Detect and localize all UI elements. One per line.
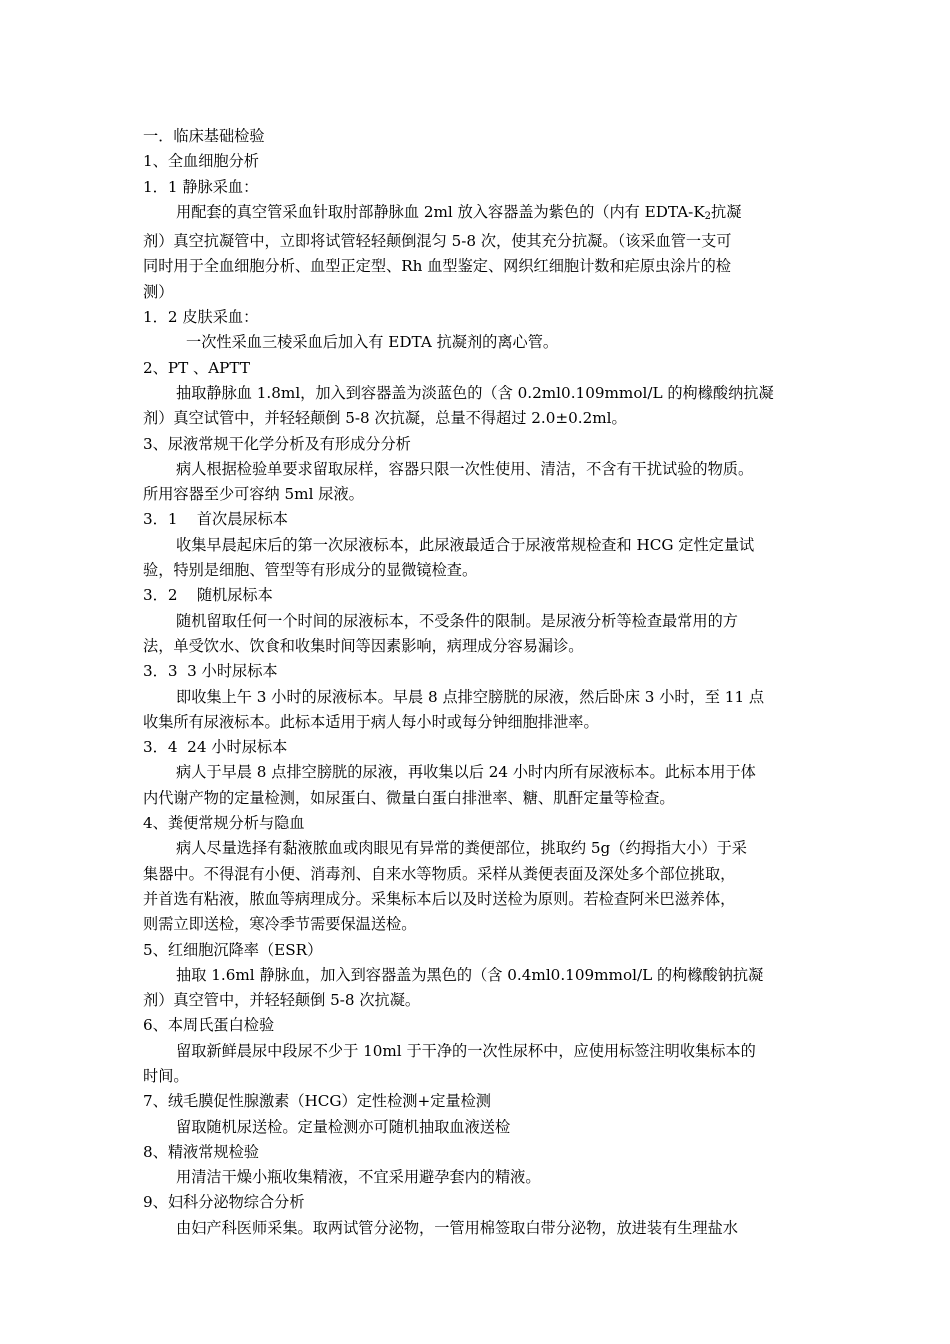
- text-line: 随机留取任何一个时间的尿液标本，不受条件的限制。是尿液分析等检查最常用的方: [176, 611, 738, 630]
- text-line: 3．4 24 小时尿标本: [143, 738, 288, 757]
- text-line: 一次性采血三棱采血后加入有 EDTA 抗凝剂的离心管。: [186, 333, 559, 352]
- text-line: 即收集上午 3 小时的尿液标本。早晨 8 点排空膀胱的尿液，然后卧床 3 小时，至 11 点: [176, 687, 765, 706]
- text-line: 用清洁干燥小瓶收集精液，不宜采用避孕套内的精液。: [176, 1168, 541, 1187]
- text-line: [143, 200, 811, 229]
- text-line: 收集所有尿液标本。此标本适用于病人每小时或每分钟细胞排泄率。: [143, 712, 599, 731]
- text-line: 测）: [143, 282, 174, 301]
- line-text-segment: 用配套的真空管采血针取肘部静脉血 2ml 放入容器盖为紫色的（内有 EDTA-K: [176, 202, 705, 221]
- text-line: 6、本周氏蛋白检验: [143, 1016, 275, 1035]
- text-line: 留取新鲜晨尿中段尿不少于 10ml 于干净的一次性尿杯中，应使用标签注明收集标本的: [176, 1041, 756, 1060]
- text-line: 抽取静脉血 1.8ml，加入到容器盖为淡蓝色的（含 0.2ml0.109mmol/L 的枸橼酸纳抗凝: [176, 383, 774, 402]
- text-line: 2、PT 、APTT: [143, 358, 250, 377]
- text-line: 抽取 1.6ml 静脉血，加入到容器盖为黑色的（含 0.4ml0.109mmol/L 的枸橼酸钠抗凝: [176, 965, 764, 984]
- text-line: 法，单受饮水、饮食和收集时间等因素影响，病理成分容易漏诊。: [143, 636, 584, 655]
- text-line: 验，特别是细胞、管型等有形成分的显微镜检查。: [143, 561, 478, 580]
- text-line: 3、尿液常规干化学分析及有形成分分析: [143, 434, 411, 453]
- text-line: 时间。: [143, 1066, 189, 1085]
- text-line: 剂）真空抗凝管中，立即将试管轻轻颠倒混匀 5-8 次，使其充分抗凝。（该采血管一支可: [143, 232, 732, 251]
- text-line: 5、红细胞沉降率（ESR）: [143, 940, 323, 959]
- text-line: 同时用于全血细胞分析、血型正定型、Rh 血型鉴定、网织红细胞计数和疟原虫涂片的检: [143, 257, 731, 276]
- text-line: 3．1 首次晨尿标本: [143, 510, 288, 529]
- text-line: 4、粪便常规分析与隐血: [143, 814, 305, 833]
- document-body: [143, 124, 811, 1241]
- text-line: 3．2 随机尿标本: [143, 586, 273, 605]
- text-line: 剂）真空试管中，并轻轻颠倒 5-8 次抗凝，总量不得超过 2.0±0.2ml。: [143, 409, 627, 428]
- text-line: 病人尽量选择有黏液脓血或肉眼见有异常的粪便部位，挑取约 5g（约拇指大小）于采: [176, 839, 747, 858]
- text-line: 病人根据检验单要求留取尿样，容器只限一次性使用、清洁，不含有干扰试验的物质。: [176, 459, 754, 478]
- text-line: 1．2 皮肤采血：: [143, 308, 259, 327]
- text-line: 一．临床基础检验: [143, 127, 265, 145]
- text-line: 收集早晨起床后的第一次尿液标本，此尿液最适合于尿液常规检查和 HCG 定性定量试: [176, 535, 755, 554]
- text-line: 1．1 静脉采血：: [143, 177, 259, 196]
- subscript-text: 2: [704, 210, 712, 222]
- text-line: 集器中。不得混有小便、消毒剂、自来水等物质。采样从粪便表面及深处多个部位挑取，: [143, 864, 736, 883]
- text-line: 病人于早晨 8 点排空膀胱的尿液，再收集以后 24 小时内所有尿液标本。此标本用于体: [176, 763, 756, 782]
- text-line: 7、绒毛膜促性腺激素（HCG）定性检测+定量检测: [143, 1092, 491, 1111]
- text-line: 3．3 3 小时尿标本: [143, 662, 278, 681]
- text-line: 8、精液常规检验: [143, 1142, 259, 1161]
- text-line: 9、妇科分泌物综合分析: [143, 1193, 305, 1212]
- text-line: 剂）真空管中，并轻轻颠倒 5-8 次抗凝。: [143, 991, 421, 1010]
- text-line: 由妇产科医师采集。取两试管分泌物，一管用棉签取白带分泌物，放进装有生理盐水: [176, 1218, 738, 1237]
- text-line: 则需立即送检，寒冷季节需要保温送检。: [143, 915, 417, 934]
- text-line: 留取随机尿送检。定量检测亦可随机抽取血液送检: [176, 1117, 511, 1136]
- text-line: 1、全血细胞分析: [143, 152, 259, 171]
- text-line: 并首选有粘液，脓血等病理成分。采集标本后以及时送检为原则。若检查阿米巴滋养体，: [143, 889, 736, 908]
- text-line: 所用容器至少可容纳 5ml 尿液。: [143, 485, 364, 504]
- line-text-segment: 抗凝: [711, 202, 742, 221]
- text-line: 内代谢产物的定量检测，如尿蛋白、微量白蛋白排泄率、糖、肌酐定量等检查。: [143, 788, 675, 807]
